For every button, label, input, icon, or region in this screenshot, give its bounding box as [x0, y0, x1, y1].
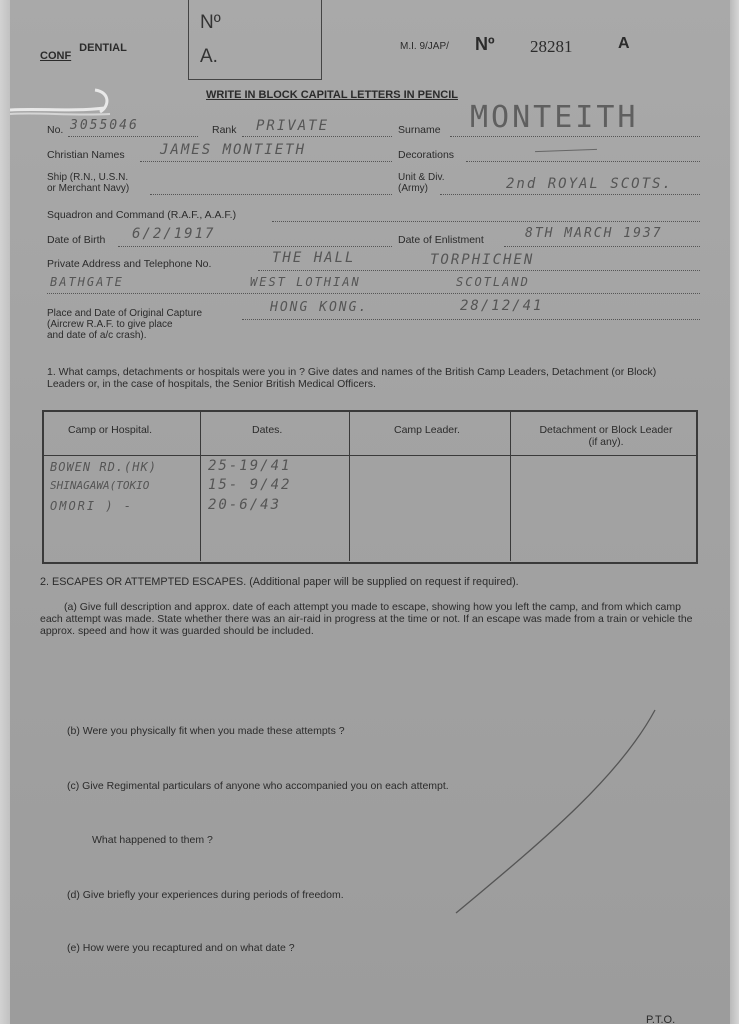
form-ref: M.I. 9/JAP/ [400, 41, 449, 52]
table-header-dates: Dates. [252, 424, 283, 436]
instruction-heading: WRITE IN BLOCK CAPITAL LETTERS IN PENCIL [206, 89, 458, 101]
confidential-part2: DENTIAL [79, 42, 127, 54]
surname-line [450, 136, 700, 137]
ship-label-1: Ship (R.N., U.S.N. [47, 172, 129, 183]
section2-question-b: (b) Were you physically fit when you made these attempts ? [67, 725, 345, 737]
stamp-letter: A. [200, 46, 218, 67]
pto-mark: P.T.O. [646, 1014, 676, 1024]
unit-line [440, 194, 700, 195]
rank-label: Rank [212, 124, 237, 136]
capture-line [242, 319, 700, 320]
table-row-camp: BOWEN RD.(HK) [50, 460, 157, 474]
surname-value: MONTEITH [470, 100, 639, 135]
dob-value: 6/2/1917 [132, 226, 216, 242]
section2-question-c2: What happened to them ? [92, 834, 213, 846]
unit-label-1: Unit & Div. [398, 172, 445, 183]
address-line-2 [47, 293, 700, 294]
section2-title: 2. ESCAPES OR ATTEMPTED ESCAPES. (Additional paper will be supplied on request if required). [40, 576, 519, 588]
document-sheet [10, 0, 730, 1024]
christian-names-label: Christian Names [47, 149, 125, 161]
capture-label-3: and date of a/c crash). [47, 330, 147, 341]
section2-question-e: (e) How were you recaptured and on what date ? [67, 942, 295, 954]
rank-value: PRIVATE [256, 118, 330, 134]
decorations-line [466, 161, 700, 162]
confidential-part1: CONF [40, 50, 72, 62]
binding-string-icon [10, 78, 120, 123]
table-row-camp: SHINAGAWA(TOKIO [50, 479, 150, 492]
address-value-2c: SCOTLAND [456, 275, 530, 289]
no-label: No. [47, 124, 64, 136]
table-header-detachment: Detachment or Block Leader (if any). [539, 424, 673, 448]
unit-label-2: (Army) [398, 183, 428, 194]
dob-line [118, 246, 392, 247]
camps-table-col-rule-1 [200, 411, 201, 561]
camps-table-col-rule-2 [349, 411, 350, 561]
section2-question-c: (c) Give Regimental particulars of anyone who accompanied you on each attempt. [67, 780, 449, 792]
section2-question-a: (a) Give full description and approx. date of each attempt you made to escape, showing how you left the camp, and from which camp each attempt was made. State whether there was an air-raid in progress at the time or not. If an escape was made from a train or vehicle the approx. speed and how it was guarded should be included. [40, 601, 693, 637]
confidential-mark [40, 42, 127, 62]
enlistment-line [504, 246, 700, 247]
form-number: 28281 [530, 37, 573, 56]
address-value-2a: BATHGATE [50, 275, 124, 289]
surname-label: Surname [398, 124, 441, 136]
table-header-camp-leader: Camp Leader. [394, 424, 460, 436]
christian-names-value: JAMES MONTIETH [160, 142, 307, 158]
address-value-2b: WEST LOTHIAN [250, 275, 361, 289]
address-label: Private Address and Telephone No. [47, 258, 212, 270]
dob-label: Date of Birth [47, 234, 106, 246]
decorations-dash [535, 149, 597, 152]
table-row-dates: 25-19/41 [208, 458, 292, 474]
form-series: A [618, 35, 630, 52]
capture-label-1: Place and Date of Original Capture [47, 308, 203, 319]
strike-through-line-icon [450, 705, 660, 920]
ship-label-2: or Merchant Navy) [47, 183, 130, 194]
address-value-1b: TORPHICHEN [430, 252, 535, 268]
rank-line [242, 136, 392, 137]
squadron-line [272, 221, 700, 222]
camps-table-col-rule-3 [510, 411, 511, 561]
squadron-label: Squadron and Command (R.A.F., A.A.F.) [47, 209, 237, 221]
table-row-dates: 20-6/43 [208, 497, 282, 513]
ship-line [150, 194, 392, 195]
stamp-no: Nº [200, 12, 221, 33]
table-row-camp: OMORI ) - [50, 499, 134, 513]
capture-label-2: (Aircrew R.A.F. to give place [47, 319, 173, 330]
enlistment-value: 8TH MARCH 1937 [525, 226, 663, 241]
no-line [68, 136, 198, 137]
decorations-label: Decorations [398, 149, 455, 161]
camps-table-header-rule [42, 455, 696, 456]
enlistment-label: Date of Enlistment [398, 234, 484, 246]
table-header-camp: Camp or Hospital. [68, 424, 153, 436]
address-line-1 [258, 270, 700, 271]
section2-question-d: (d) Give briefly your experiences during periods of freedom. [67, 889, 344, 901]
address-value-1a: THE HALL [272, 250, 356, 266]
capture-place: HONG KONG. [270, 300, 369, 315]
table-row-dates: 15- 9/42 [208, 477, 292, 493]
no-value: 3055046 [70, 118, 139, 133]
form-no-label: Nº [475, 34, 495, 54]
unit-value: 2nd ROYAL SCOTS. [506, 176, 673, 192]
capture-date: 28/12/41 [460, 298, 544, 314]
christian-names-line [140, 161, 392, 162]
section1-question: 1. What camps, detachments or hospitals were you in ? Give dates and names of the British Camp Leaders, Detachment (or Block) Leaders or, in the case of hospitals, the Senior British Medical Officers. [47, 366, 657, 390]
